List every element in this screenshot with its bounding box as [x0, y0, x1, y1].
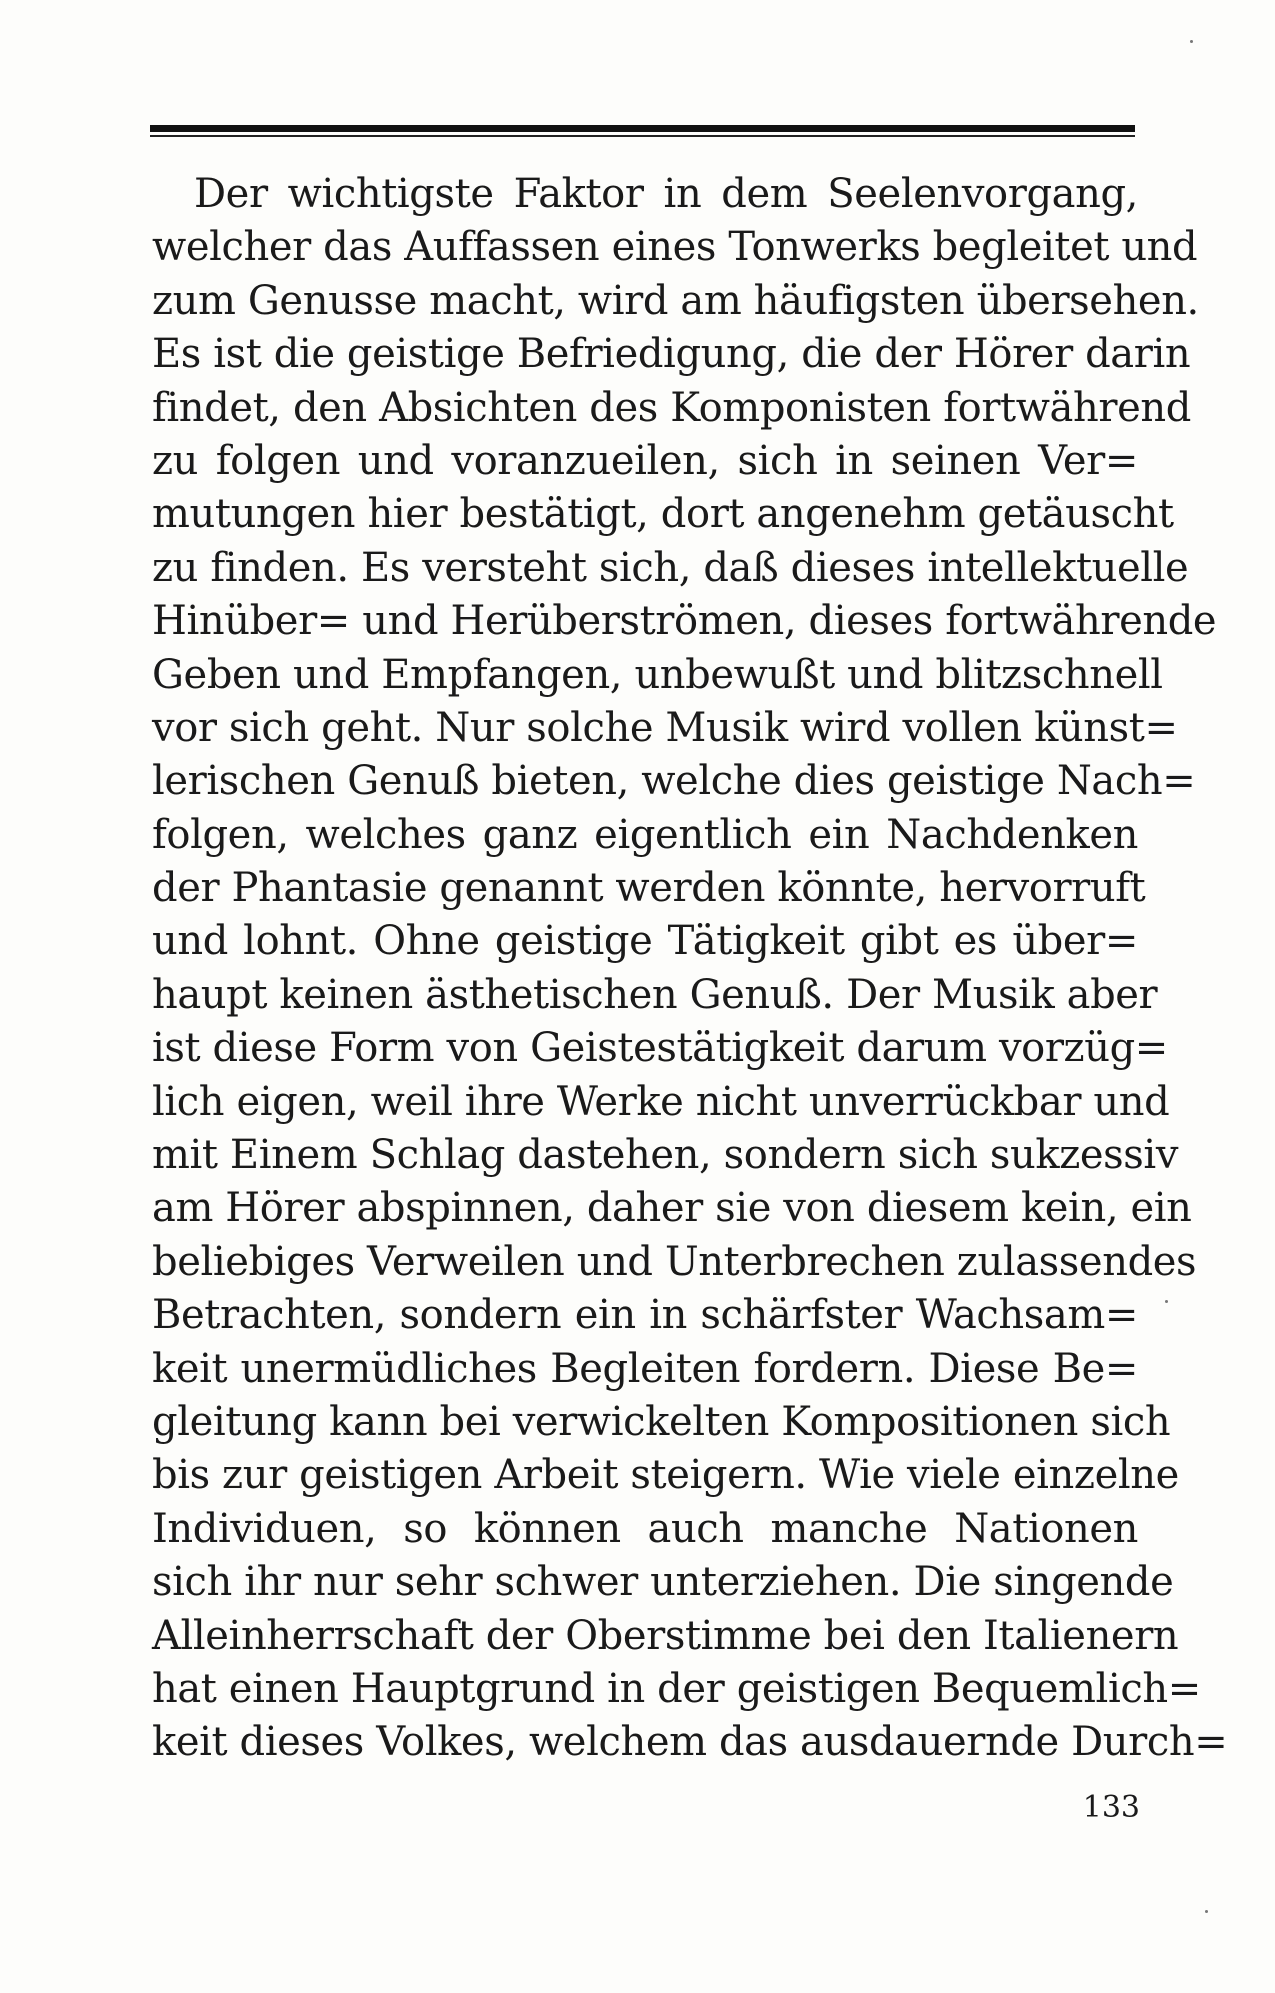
paper-speck [1190, 40, 1193, 43]
text-line: haupt keinen ästhetischen Genuß. Der Musik aber [152, 971, 1158, 1018]
text-line: Hinüber= und Herüberströmen, dieses fortwährende [152, 598, 1217, 645]
text-line: lich eigen, weil ihre Werke nicht unverrückbar und [152, 1078, 1170, 1125]
paper-speck [1165, 1300, 1168, 1303]
text-line: Individuen, so können auch manche Nationen [152, 1505, 1138, 1552]
text-line: am Hörer abspinnen, daher sie von diesem kein, ein [152, 1185, 1192, 1232]
text-line: welcher das Auffassen eines Tonwerks begleitet und [152, 224, 1198, 271]
text-line: sich ihr nur sehr schwer unterziehen. Die singende [152, 1559, 1174, 1606]
text-line: mit Einem Schlag dastehen, sondern sich sukzessiv [152, 1132, 1179, 1179]
header-rule [150, 125, 1135, 139]
text-line: Betrachten, sondern ein in schärfster Wachsam= [152, 1292, 1138, 1339]
text-line: bis zur geistigen Arbeit steigern. Wie viele einzelne [152, 1452, 1179, 1499]
text-line: lerischen Genuß bieten, welche dies geistige Nach= [152, 758, 1196, 805]
header-rule-thick [150, 125, 1135, 132]
text-line: folgen, welches ganz eigentlich ein Nachdenken [152, 811, 1138, 858]
text-line: zum Genusse macht, wird am häufigsten übersehen. [152, 277, 1199, 324]
text-line: hat einen Hauptgrund in der geistigen Bequemlich= [152, 1665, 1201, 1712]
text-line: beliebiges Verweilen und Unterbrechen zulassendes [152, 1238, 1197, 1285]
page-number: 133 [1082, 1790, 1140, 1825]
body-text [152, 168, 1228, 1770]
text-line: vor sich geht. Nur solche Musik wird vollen künst= [152, 704, 1178, 751]
text-line: mutungen hier bestätigt, dort angenehm getäuscht [152, 491, 1174, 538]
text-line: zu finden. Es versteht sich, daß dieses intellektuelle [152, 544, 1189, 591]
text-line: ist diese Form von Geistestätigkeit darum vorzüg= [152, 1025, 1168, 1072]
text-line: Geben und Empfangen, unbewußt und blitzschnell [152, 651, 1163, 698]
text-line: und lohnt. Ohne geistige Tätigkeit gibt es über= [152, 918, 1138, 965]
text-line: Der wichtigste Faktor in dem Seelenvorgang, [194, 171, 1138, 217]
text-line: der Phantasie genannt werden könnte, hervorruft [152, 865, 1146, 912]
header-rule-thin [150, 135, 1135, 137]
text-line: Alleinherrschaft der Oberstimme bei den Italienern [152, 1612, 1179, 1659]
paper-speck [1205, 1910, 1208, 1913]
text-line: gleitung kann bei verwickelten Kompositionen sich [152, 1398, 1171, 1445]
text-line: findet, den Absichten des Komponisten fortwährend [152, 384, 1191, 431]
text-line: zu folgen und voranzueilen, sich in seinen Ver= [152, 437, 1138, 484]
text-line: keit dieses Volkes, welchem das ausdauernde Durch= [152, 1719, 1228, 1766]
text-line: Es ist die geistige Befriedigung, die der Hörer darin [152, 331, 1191, 378]
text-line: keit unermüdliches Begleiten fordern. Diese Be= [152, 1345, 1138, 1392]
